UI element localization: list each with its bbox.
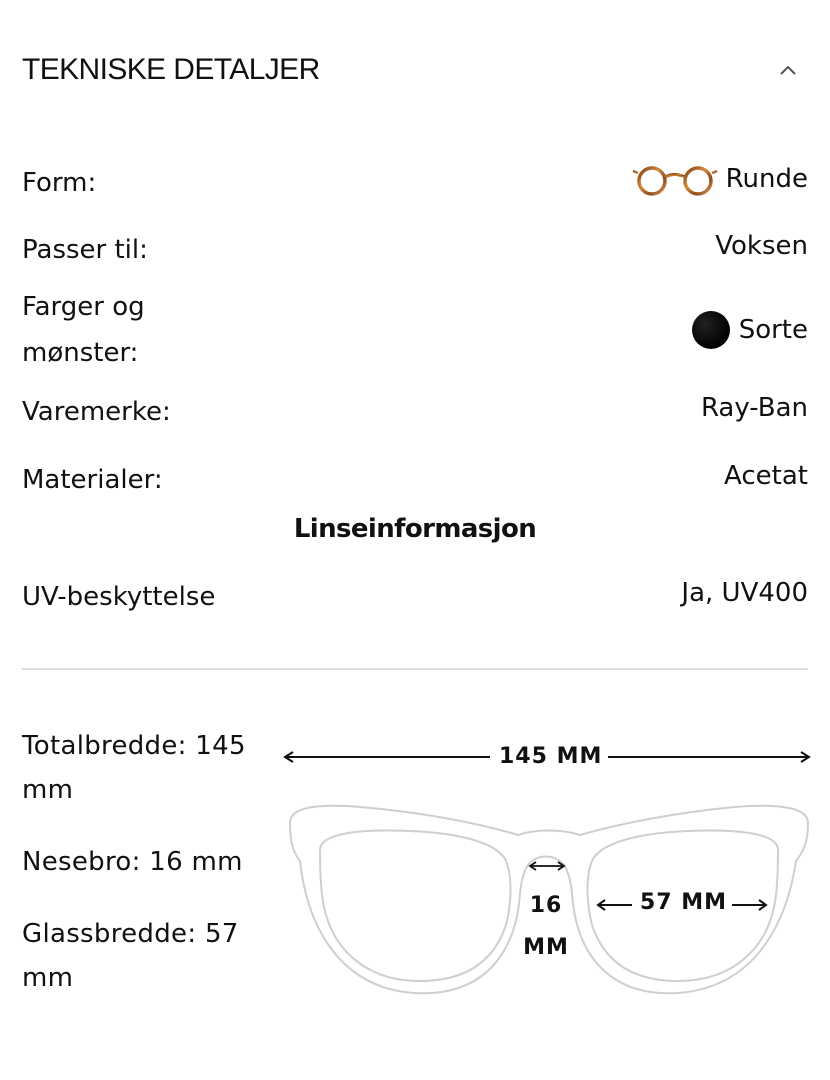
color-label: Farger og mønster: xyxy=(22,292,145,368)
form-label: Form: xyxy=(22,168,97,198)
color-value: Sorte xyxy=(738,315,808,345)
bridge-width-label: 16 MM xyxy=(523,893,569,960)
fit-value: Voksen xyxy=(715,231,808,261)
brand-label: Varemerke: xyxy=(22,397,171,427)
lens-width-label: 57 MM xyxy=(640,890,728,915)
lens-info-heading: Linseinformasjon xyxy=(293,514,537,544)
material-value: Acetat xyxy=(724,461,808,491)
color-swatch xyxy=(692,311,730,349)
color-value-container xyxy=(692,307,808,353)
form-value-container xyxy=(632,156,808,202)
fit-label: Passer til: xyxy=(22,235,148,265)
total-width-text: Totalbredde: 145 mm xyxy=(22,731,246,805)
bridge-width-text: Nesebro: 16 mm xyxy=(22,847,243,877)
section-divider xyxy=(22,668,808,670)
material-label: Materialer: xyxy=(22,465,163,495)
chevron-up-icon[interactable] xyxy=(778,62,798,78)
total-width-label: 145 MM xyxy=(493,743,608,771)
section-title: TEKNISKE DETALJER xyxy=(22,53,320,86)
technical-details-header[interactable] xyxy=(22,48,808,92)
lens-width-text: Glassbredde: 57 mm xyxy=(22,919,239,993)
uv-value: Ja, UV400 xyxy=(681,578,808,608)
round-glasses-icon xyxy=(632,162,718,196)
brand-value: Ray-Ban xyxy=(700,393,808,423)
frame-dimension-diagram xyxy=(280,725,815,1025)
detail-row-color xyxy=(22,284,808,376)
uv-label: UV-beskyttelse xyxy=(22,582,216,612)
form-value: Runde xyxy=(725,164,808,194)
